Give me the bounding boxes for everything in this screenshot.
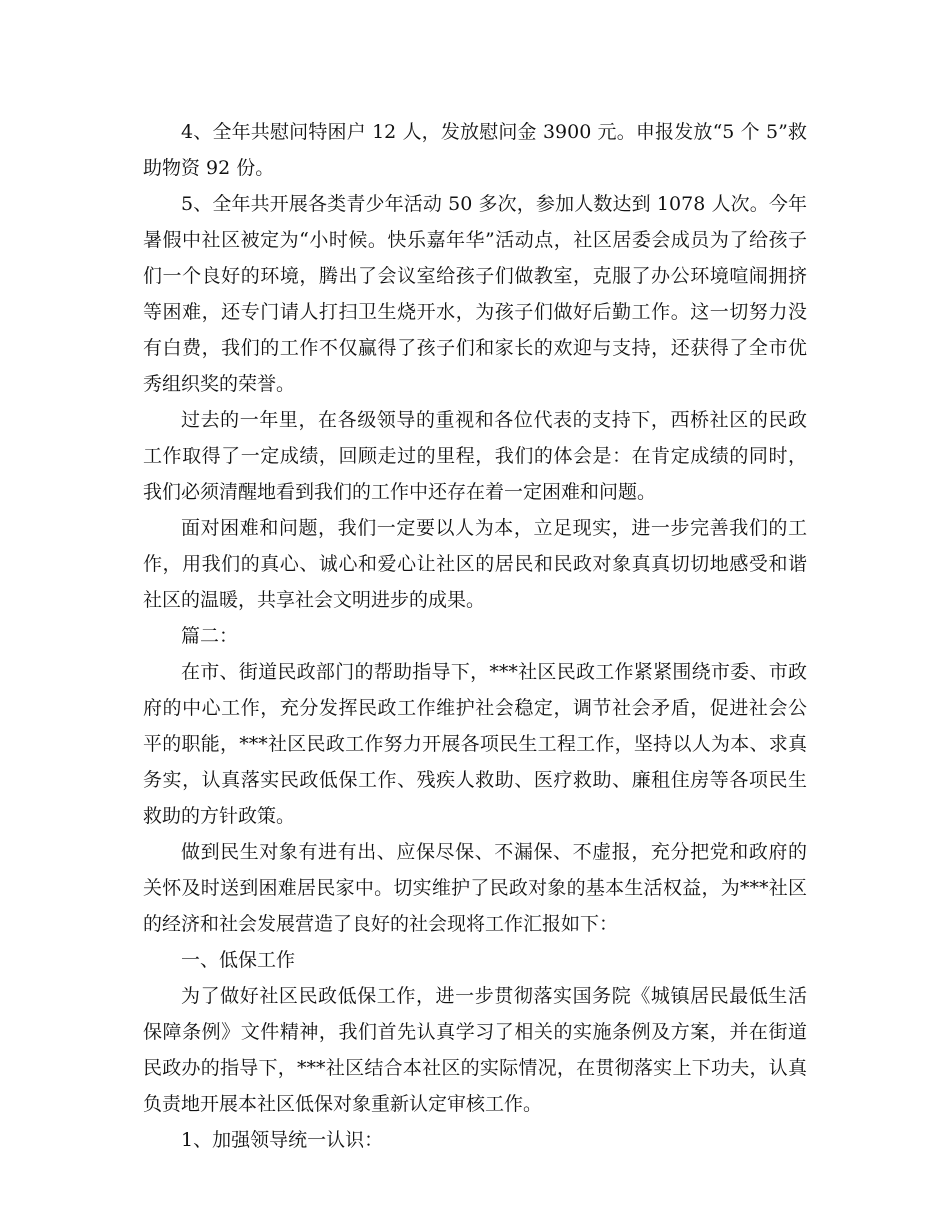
paragraph-livelihood-targets: 做到民生对象有进有出、应保尽保、不漏保、不虚报，充分把党和政府的关怀及时送到困难居民家中。切实维护了民政对象的基本生活权益，为***社区的经济和社会发展营造了良好的社会现将工作汇报如下： (143, 841, 807, 935)
paragraph-item-4-condolence: 4、全年共慰问特困户 12 人，发放慰问金 3900 元。申报发放“5 个 5”救助物资 92 份。 (143, 121, 807, 179)
subheading-strengthen-leadership: 1、加强领导统一认识： (181, 1129, 384, 1151)
section-heading-part-two: 篇二： (181, 625, 239, 647)
document-body (143, 114, 807, 1158)
paragraph-facing-difficulties: 面对困难和问题，我们一定要以人为本，立足现实，进一步完善我们的工作，用我们的真心、诚心和爱心让社区的居民和民政对象真真切切地感受和谐社区的温暖，共享社会文明进步的成果。 (143, 517, 807, 611)
paragraph-low-income-work: 为了做好社区民政低保工作，进一步贯彻落实国务院《城镇居民最低生活保障条例》文件精神，我们首先认真学习了相关的实施条例及方案，并在街道民政办的指导下，***社区结合本社区的实际情况，在贯彻落实上下功夫，认真负责地开展本社区低保对象重新认定审核工作。 (143, 985, 807, 1115)
paragraph-past-year-summary: 过去的一年里，在各级领导的重视和各位代表的支持下，西桥社区的民政工作取得了一定成绩，回顾走过的里程，我们的体会是：在肯定成绩的同时，我们必须清醒地看到我们的工作中还存在着一定困难和问题。 (143, 409, 807, 503)
paragraph-item-5-youth-activities: 5、全年共开展各类青少年活动 50 多次，参加人数达到 1078 人次。今年暑假中社区被定为“小时候。快乐嘉年华”活动点，社区居委会成员为了给孩子们一个良好的环境，腾出了会议室给孩子们做教室，克服了办公环境喧闹拥挤等困难，还专门请人打扫卫生烧开水，为孩子们做好后勤工作。这一切努力没有白费，我们的工作不仅赢得了孩子们和家长的欢迎与支持，还获得了全市优秀组织奖的荣誉。 (143, 193, 807, 395)
paragraph-civil-affairs-guidance: 在市、街道民政部门的帮助指导下，***社区民政工作紧紧围绕市委、市政府的中心工作，充分发挥民政工作维护社会稳定，调节社会矛盾，促进社会公平的职能，***社区民政工作努力开展各项民生工程工作，坚持以人为本、求真务实，认真落实民政低保工作、残疾人救助、医疗救助、廉租住房等各项民生救助的方针政策。 (143, 661, 807, 827)
section-heading-low-income: 一、低保工作 (181, 949, 296, 971)
